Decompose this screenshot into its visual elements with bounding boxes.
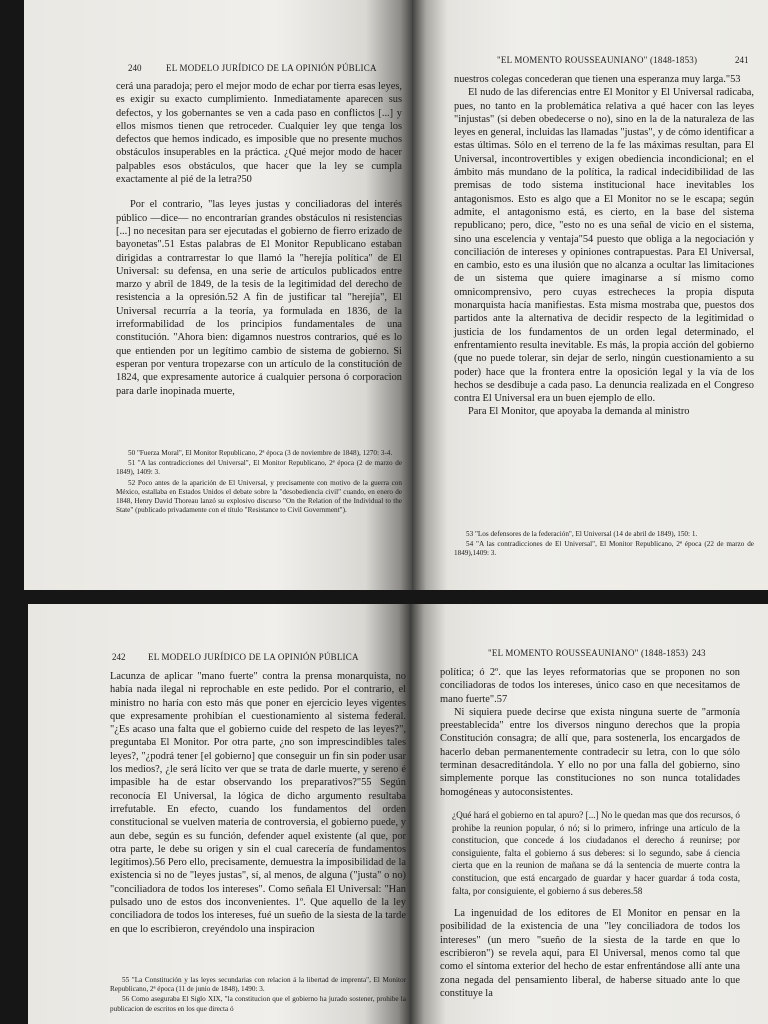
- body-text: [110, 670, 406, 936]
- footnotes: [454, 530, 754, 560]
- page-number: 242: [112, 652, 126, 662]
- footnote: 51 "A las contradicciones del Universal", El Monitor Republicano, 2ª época (2 de marzo de 1849), 1409: 3.: [116, 459, 402, 477]
- footnote: 56 Como aseguraba El Siglo XIX, "la constitucion que el gobierno ha jurado sostener, prohibe la publicacion de escritos en los que directa ó: [110, 995, 406, 1013]
- paragraph: Para El Monitor, que apoyaba la demanda al ministro: [468, 406, 690, 418]
- page-243: [410, 604, 768, 1024]
- footnote: 52 Poco antes de la aparición de El Universal, y precisamente con motivo de la guerra con México, estallaba en Estados Unidos el debate sobre la "desobediencia civil" cuando, en enero de 1848, Henry David Thoreau lanzó su explosivo discurso "On the Relation of the Individual to the State" (publicado privadamente con el título "Resistance to Civil Government").: [116, 478, 402, 515]
- footnotes: [116, 449, 402, 516]
- paragraph: La ingenuidad de los editores de El Monitor en pensar en la posibilidad de la existencia de una "ley conciliadora de todos los intereses" (un mero "sueño de la siesta de la tarde en que lo escribieron") se revela aquí, para El Universal, menos como tal que como el síntoma exterior del hecho de estar enfrentándose allí ante una zona negada del pensamiento liberal, de haberse situado ante lo que constituye la: [440, 908, 740, 999]
- running-header: "EL MOMENTO ROUSSEAUNIANO" (1848-1853): [488, 648, 689, 658]
- footnotes: [110, 976, 406, 1015]
- page-number: 241: [735, 55, 749, 65]
- paragraph: Por el contrario, "las leyes justas y conciliadoras del interés público —dice— no encontrarían grandes obstáculos ni resistencias [...] no necesitan para ser ejecutadas el gobierno de fierro erizado de bayonetas".51 Estas palabras de El Monitor Republicano estaban dirigidas a contrarrestar lo que llamó la "herejía política" de El Universal: su defensa, en una serie de artículos publicados entre marzo y abril de 1849, de la tesis de la legitimidad del derecho de resistencia a la opresión.52 A fin de justificar tal "herejía", El Universal recurría a la teoría, ya formulada en 1836, de la irreformabilidad de los principios fundamentales de una constitución. "Ahora bien: digamnos nuestros contrarios, qué es lo que entienden por un legítimo cambio de sistema de gobierno. Si esperan por ventura tropezarse con un artículo de la constitución de 1824, que expresamente autorice á cualquier persona ó corporacion para darle inopinada muerte,: [116, 199, 402, 397]
- running-header: EL MODELO JURÍDICO DE LA OPINIÓN PÚBLICA: [166, 63, 377, 73]
- page-242: [28, 604, 410, 1024]
- paragraph: política; ó 2º. que las leyes reformatorias que se proponen no son conciliadoras de todos los intereses, único caso en que necesitamos de mano fuerte".57: [440, 667, 740, 705]
- paragraph: cerá una paradoja; pero el mejor modo de echar por tierra esas leyes, es exigir su exacto cumplimiento. Inmediatamente aparecen sus defectos, y los gobernantes se ven a cada paso en conflictos [...] y ellos mismos tienen que retroceder. Cualquier ley que tenga los defectos que hemos indicado, es imposible que no presente muchos obstáculos insuperables en la práctica. ¿Qué mejor modo de hacer palpables esos obstáculos, que hacer que la ley se cumpla exactamente al pié de la letra?50: [116, 81, 402, 186]
- paragraph: nuestros colegas concederan que tienen una esperanza muy larga."53: [454, 74, 741, 85]
- block-quote: ¿Qué hará el gobierno en tal apuro? [...] No le quedan mas que dos recursos, ó prohibe la reunion popular, ó nó; si lo primero, infringe una artículo de la constitucion, que concede á los ciudadanos el derecho á reunirse; por consiguiente, falta el gobierno á sus deberes: si lo segundo, sabe á ciencia cierta que en la reunion de mañana se dá la sentencia de muerte contra la constitucion, que está encargado de guardar y hacer guardar á toda costa, falta, por consiguiente, el gobierno á sus deberes.58: [452, 809, 740, 896]
- running-header: EL MODELO JURÍDICO DE LA OPINIÓN PÚBLICA: [148, 652, 359, 662]
- footnote: 53 "Los defensores de la federación", El Universal (14 de abril de 1849), 150: 1.: [466, 530, 698, 538]
- paragraph: El nudo de las diferencias entre El Monitor y El Universal radicaba, pues, no tanto en la problemática relativa a qué hacer con las leyes "injustas" (si deben obedecerse o no), sino en la de la naturaleza de las leyes en general, incluidas las llamadas "justas", y de cómo identificar a estas últimas. Sólo en el terreno de la fe las máximas resultan, para El Universal, incontrovertibles y exigen obediencia incondicional; en el ámbito más mundano de la política, la radical indecidibilidad de las premisas de todo sistema institucional hace inevitables los antagonismos. Esto es algo que a El Monitor no se le escapa; según admite, el antagonismo está, es cierto, en la base del sistema republicano; pero, dice, "esto no es una señal de vicio en el sistema, sino una escelencia y ventaja"54 puesto que obliga a la negociación y conciliación de intereses y opiniones contrapuestas. Para El Universal, en cambio, esto es una ilusión que no alcanza a ocultar las limitaciones de un sistema que quiere imaginarse a sí mismo como omnicomprensivo, pero cuyas estrecheces la propia disputa monarquista hacía manifiestas. Esta misma mostraba que, puestos dos partidos ante la alternativa de decidir respecto de la legitimidad o justicia de los fundamentos de un orden legal determinado, el enfrentamiento resulta inevitable. Es más, la propia acción del gobierno (que no puede tolerar, sin dejar de serlo, ningún cuestionamiento a su poder) hace que la frontera entre la oposición legal y la vía de los hechos se desdibuje a cada paso. La denuncia realizada en el Congreso contra El Universal era un buen ejemplo de ello.: [454, 87, 754, 405]
- running-header: "EL MOMENTO ROUSSEAUNIANO" (1848-1853): [497, 55, 698, 65]
- page-240: [24, 0, 412, 590]
- body-text: [454, 73, 754, 419]
- page-number: 243: [692, 648, 706, 658]
- body-text: [440, 666, 740, 1000]
- body-text: [116, 80, 402, 398]
- page-241: [412, 0, 768, 590]
- footnote: 50 "Fuerza Moral", El Monitor Republicano, 2ª época (3 de noviembre de 1848), 1270: 3-4.: [128, 449, 393, 457]
- paragraph: Ni siquiera puede decirse que exista ninguna suerte de "armonía preestablecida" entre los diversos ninguno derechos que la propia Constitución consagra; de allí que, para sostenerla, los encargados de hacerlo deban permanentemente contradecir su letra, con lo que sólo terminan desacreditándola. Y ello no por una falla del gobierno, sino simplemente porque las constituciones no son nunca totalidades homogéneas y autoconsistentes.: [440, 706, 740, 798]
- footnote: 54 "A las contradicciones de El Universal", El Monitor Republicano, 2ª época (22 de marzo de 1849),1409: 3.: [454, 540, 754, 558]
- footnote: 55 "La Constitución y las leyes secundarias con relacion á la libertad de imprenta", El Monitor Republicano, 2ª época (11 de junio de 1848), 1490: 3.: [110, 976, 406, 994]
- page-number: 240: [128, 63, 142, 73]
- paragraph: Lacunza de aplicar "mano fuerte" contra la prensa monarquista, no había nada ilegal ni reprochable en este pedido. Por el contrario, el ministro no haría con esto más que poner en ejercicio leyes vigentes que expresamente prohibían el cuestionamiento al sistema federal. "¿Es acaso una falta que el gobierno cuide del respeto de las leyes?", preguntaba El Monitor. Por otra parte, ¿no son imprescindibles tales leyes?, "¿podrá tener [el gobierno] que conseguir un fin sin poder usar los medios?, ¿le será lícito ver que se trata de darle muerte, y sereno é impasible ha de estar observando los preparativos?"55 Según reconocía El Universal, la lógica de dicho argumento resultaba irrefutable. En efecto, cuando los fundamentos del orden constitucional se vuelven materia de controversia, el gobierno puede, y aun debe, según es su función, defender aquel existente (al que, por otra parte, le debe su origen y sin el cual carecería de fundamentos legítimos).56 Pero ello, precisamente, demuestra la imposibilidad de la existencia si no de "leyes justas", sí, al menos, de alguna ("justa" o no) "conciliadora de todos los intereses". Como señala El Universal: "Han pulsado uno de estos dos inconvenientes. 1º. Que aquello de la ley conciliadora de todos los intereses, fué un sueño de la siesta de la tarde en que lo escribieron, creyéndolo una inspiracion: [110, 671, 406, 935]
